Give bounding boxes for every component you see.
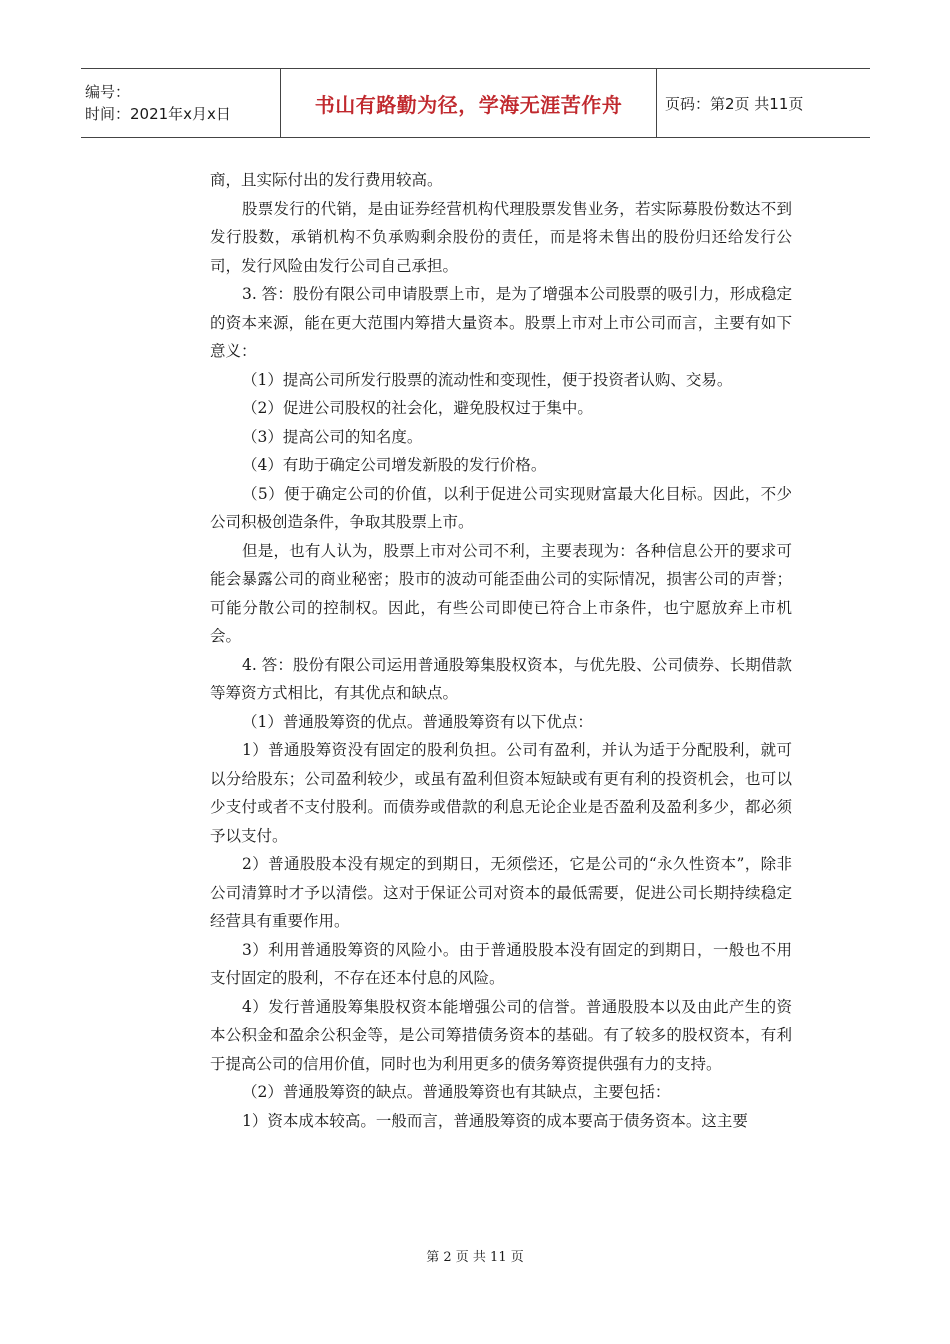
body-paragraph: 但是，也有人认为，股票上市对公司不利，主要表现为：各种信息公开的要求可能会暴露公司的商业秘密；股市的波动可能歪曲公司的实际情况，损害公司的声誉；可能分散公司的控制权。因此，有些公司即使已符合上市条件，也宁愿放弃上市机会。 [210,541,792,645]
body-paragraph: （2）普通股筹资的缺点。普通股筹资也有其缺点，主要包括： [242,1083,671,1101]
header-meta [81,69,281,137]
body-paragraph: （2）促进公司股权的社会化，避免股权过于集中。 [242,399,593,417]
header-motto-cell [281,69,657,137]
body-paragraph: 2）普通股股本没有规定的到期日，无须偿还，它是公司的“永久性资本”，除非公司清算时才予以清偿。这对于保证公司对资本的最低需要，促进公司长期持续稳定经营具有重要作用。 [210,855,792,930]
body-paragraph: （4）有助于确定公司增发新股的发行价格。 [242,456,547,474]
page-header [81,68,870,138]
body-paragraph: （1）普通股筹资的优点。普通股筹资有以下优点： [242,712,593,731]
body-paragraph: 4. 答：股份有限公司运用普通股筹集股权资本，与优先股、公司债券、长期借款等筹资方式相比，有其优点和缺点。 [210,655,792,702]
header-page-cell [657,69,870,137]
header-page-number: 页码：第2页 共11页 [665,94,804,113]
body-paragraph: 3）利用普通股筹资的风险小。由于普通股股本没有固定的到期日，一般也不用支付固定的股利，不存在还本付息的风险。 [210,940,792,987]
body-paragraph: （5）便于确定公司的价值，以利于促进公司实现财富最大化目标。因此，不少公司积极创造条件，争取其股票上市。 [210,484,792,531]
document-body [210,166,792,1135]
body-paragraph: （3）提高公司的知名度。 [242,427,423,446]
document-date-label: 时间：2021年x月x日 [85,105,231,123]
body-paragraph: 商，且实际付出的发行费用较高。 [210,171,443,189]
body-paragraph: 3. 答：股份有限公司申请股票上市，是为了增强本公司股票的吸引力，形成稳定的资本来源，能在更大范围内筹措大量资本。股票上市对上市公司而言，主要有如下意义： [210,285,792,360]
document-number-label: 编号： [85,83,131,101]
body-paragraph: （1）提高公司所发行股票的流动性和变现性，便于投资者认购、交易。 [242,370,733,389]
page-footer: 第 2 页 共 11 页 [426,1250,524,1265]
body-paragraph: 1）资本成本较高。一般而言，普通股筹资的成本要高于债务资本。这主要 [242,1111,748,1130]
header-motto: 书山有路勤为径，学海无涯苦作舟 [314,92,623,117]
body-paragraph: 股票发行的代销，是由证券经营机构代理股票发售业务，若实际募股份数达不到发行股数，承销机构不负承购剩余股份的责任，而是将未售出的股份归还给发行公司，发行风险由发行公司自己承担。 [210,199,792,275]
body-paragraph: 4）发行普通股筹集股权资本能增强公司的信誉。普通股股本以及由此产生的资本公积金和盈余公积金等，是公司筹措债务资本的基础。有了较多的股权资本，有利于提高公司的信用价值，同时也为利用更多的债务筹资提供强有力的支持。 [210,997,792,1073]
body-paragraph: 1）普通股筹资没有固定的股利负担。公司有盈利，并认为适于分配股利，就可以分给股东；公司盈利较少，或虽有盈利但资本短缺或有更有利的投资机会，也可以少支付或者不支付股利。而债券或借款的利息无论企业是否盈利及盈利多少，都必须予以支付。 [210,741,792,845]
